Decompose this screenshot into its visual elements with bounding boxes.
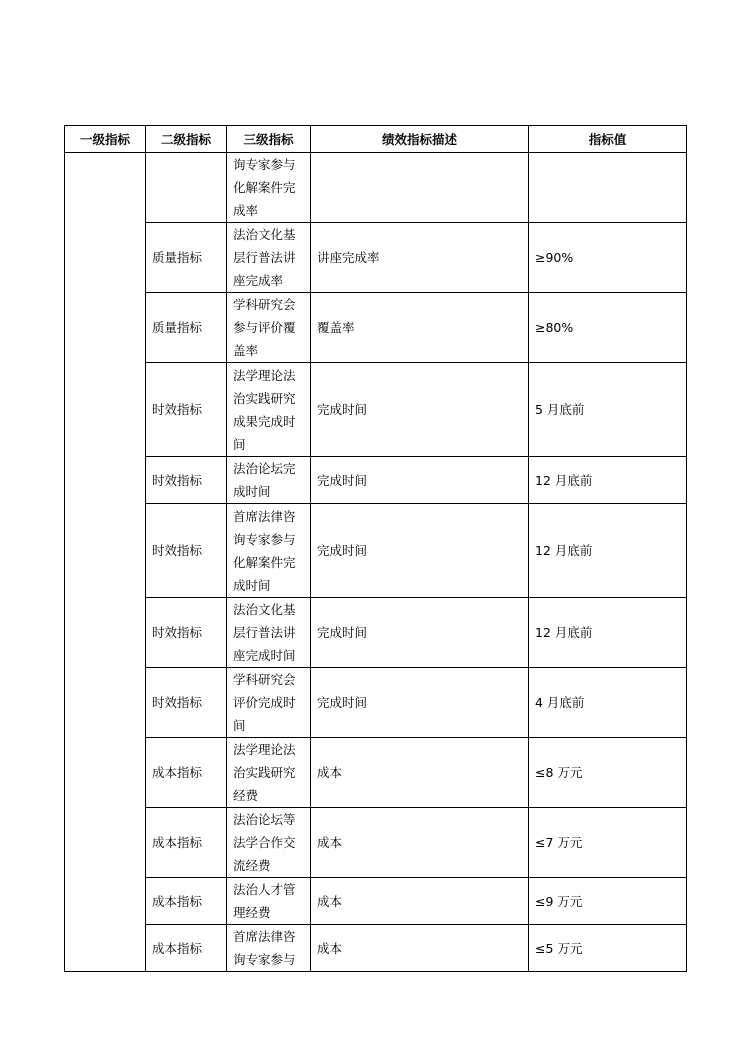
value-cell: ≥80% <box>529 293 687 363</box>
value-cell: ≤7 万元 <box>529 808 687 878</box>
level2-cell: 时效指标 <box>146 598 227 668</box>
table-row <box>65 738 687 808</box>
level3-cell: 询专家参与 化解案件完 成率 <box>227 153 311 223</box>
level3-cell: 法治论坛等 法学合作交 流经费 <box>227 808 311 878</box>
description-cell: 成本 <box>311 925 529 972</box>
performance-indicator-table <box>64 125 687 972</box>
level3-cell: 学科研究会 评价完成时 间 <box>227 668 311 738</box>
table-row <box>65 598 687 668</box>
description-cell: 覆盖率 <box>311 293 529 363</box>
description-cell: 完成时间 <box>311 598 529 668</box>
level2-cell: 成本指标 <box>146 808 227 878</box>
level3-cell: 法治文化基 层行普法讲 座完成率 <box>227 223 311 293</box>
table-row <box>65 808 687 878</box>
value-cell: ≤8 万元 <box>529 738 687 808</box>
description-cell: 完成时间 <box>311 457 529 504</box>
level2-cell <box>146 153 227 223</box>
value-cell: 12 月底前 <box>529 457 687 504</box>
description-cell: 完成时间 <box>311 363 529 457</box>
level2-cell: 时效指标 <box>146 504 227 598</box>
value-cell: 12 月底前 <box>529 504 687 598</box>
description-cell <box>311 153 529 223</box>
value-cell: 12 月底前 <box>529 598 687 668</box>
description-cell: 完成时间 <box>311 668 529 738</box>
description-cell: 成本 <box>311 808 529 878</box>
header-level3: 三级指标 <box>227 126 311 153</box>
description-cell: 讲座完成率 <box>311 223 529 293</box>
table-row <box>65 223 687 293</box>
table-row <box>65 925 687 972</box>
value-cell: 5 月底前 <box>529 363 687 457</box>
level2-cell: 质量指标 <box>146 293 227 363</box>
level2-cell: 时效指标 <box>146 457 227 504</box>
level3-cell: 法学理论法 治实践研究 经费 <box>227 738 311 808</box>
level2-cell: 成本指标 <box>146 738 227 808</box>
table-row <box>65 668 687 738</box>
value-cell <box>529 153 687 223</box>
value-cell: ≤5 万元 <box>529 925 687 972</box>
level3-cell: 首席法律咨 询专家参与 化解案件完 成时间 <box>227 504 311 598</box>
level2-cell: 时效指标 <box>146 363 227 457</box>
value-cell: ≥90% <box>529 223 687 293</box>
header-level1: 一级指标 <box>65 126 146 153</box>
table-body <box>65 153 687 972</box>
table-row <box>65 293 687 363</box>
table-row <box>65 153 687 223</box>
table-row <box>65 878 687 925</box>
description-cell: 完成时间 <box>311 504 529 598</box>
level3-cell: 法学理论法 治实践研究 成果完成时 间 <box>227 363 311 457</box>
description-cell: 成本 <box>311 878 529 925</box>
header-level2: 二级指标 <box>146 126 227 153</box>
value-cell: 4 月底前 <box>529 668 687 738</box>
value-cell: ≤9 万元 <box>529 878 687 925</box>
table-row <box>65 457 687 504</box>
table-row <box>65 363 687 457</box>
header-row <box>65 126 687 153</box>
level2-cell: 时效指标 <box>146 668 227 738</box>
level2-cell: 成本指标 <box>146 925 227 972</box>
level3-cell: 学科研究会 参与评价覆 盖率 <box>227 293 311 363</box>
level3-cell: 法治人才管 理经费 <box>227 878 311 925</box>
header-value: 指标值 <box>529 126 687 153</box>
table-row <box>65 504 687 598</box>
level2-cell: 质量指标 <box>146 223 227 293</box>
level2-cell: 成本指标 <box>146 878 227 925</box>
level3-cell: 首席法律咨 询专家参与 <box>227 925 311 972</box>
level3-cell: 法治论坛完 成时间 <box>227 457 311 504</box>
level1-cell <box>65 153 146 972</box>
header-description: 绩效指标描述 <box>311 126 529 153</box>
level3-cell: 法治文化基 层行普法讲 座完成时间 <box>227 598 311 668</box>
table-header <box>65 126 687 153</box>
description-cell: 成本 <box>311 738 529 808</box>
